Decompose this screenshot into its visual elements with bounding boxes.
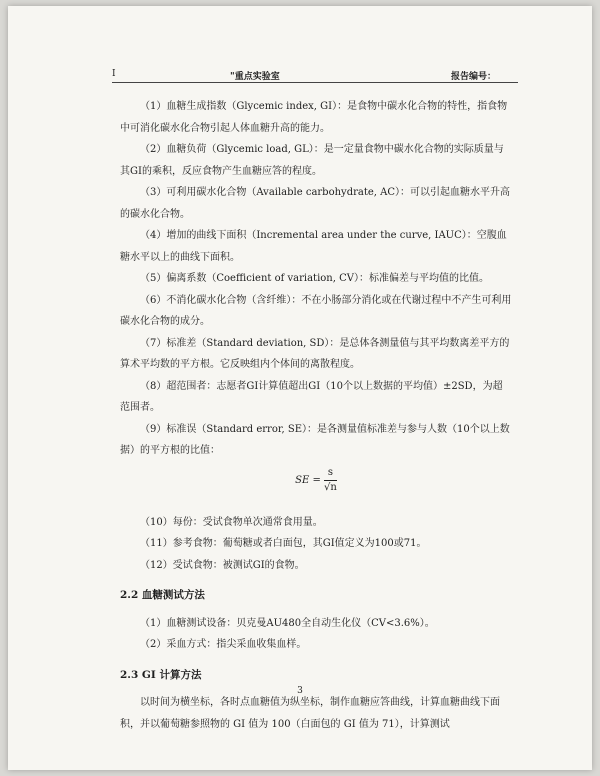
header-lab-name: "重点实验室 (230, 72, 280, 82)
section-2-3-text: 以时间为横坐标，各时点血糖值为纵坐标，制作血糖应答曲线，计算血糖曲线下面积，并以葡萄糖参照物的 GI 值为 100（白面包的 GI 值为 71），计算测试 (120, 697, 500, 730)
definition-4: （4）增加的曲线下面积（Incremental area under the curve, IAUC）：空腹血糖水平以上的曲线下面积。 (120, 230, 507, 263)
se-formula (120, 466, 512, 506)
section-2-2-item-2: （2）采血方式：指尖采血收集血样。 (140, 639, 307, 650)
formula-lhs: SE = (295, 474, 321, 486)
formula-fraction (324, 466, 337, 495)
page-number: 3 (297, 686, 303, 696)
definition-9: （9）标准误（Standard error, SE）：是各测量值标准差与参与人数（10个以上数据）的平方根的比值： (120, 423, 510, 456)
section-heading-2-2: 2.2 血糖测试方法 (120, 589, 205, 601)
header-left: I (112, 69, 116, 79)
section-2-2-item-1: （1）血糖测试设备：贝克曼AU480全自动生化仪（CV<3.6%）。 (140, 617, 435, 629)
formula-denominator: √n (324, 481, 337, 493)
definition-11: （11）参考食物：葡萄糖或者白面包，其GI值定义为100或71。 (140, 538, 427, 549)
header-report-number-label: 报告编号： (450, 72, 496, 82)
definition-12: （12）受试食物：被测试GI的食物。 (140, 559, 305, 571)
page-body (120, 96, 512, 735)
definition-6: （6）不消化碳水化合物（含纤维）：不在小肠部分消化或在代谢过程中不产生可利用碳水化合物的成分。 (120, 294, 512, 327)
definition-3: （3）可利用碳水化合物（Available carbohydrate, AC）：可以引起血糖水平升高的碳水化合物。 (120, 187, 511, 220)
definition-7: （7）标准差（Standard deviation, SD）：是总体各测量值与其平均数离差平方的算术平均数的平方根。它反映组内个体间的离散程度。 (120, 337, 510, 370)
section-heading-2-3: 2.3 GI 计算方法 (120, 668, 202, 681)
definition-5: （5）偏离系数（Coefficient of variation, CV）：标准偏差与平均值的比值。 (140, 273, 489, 284)
definition-10: （10）每份：受试食物单次通常食用量。 (140, 516, 323, 528)
definition-8: （8）超范围者：志愿者GI计算值超出GI（10个以上数据的平均值）±2SD，为超范围者。 (120, 380, 503, 413)
definition-1: （1）血糖生成指数（Glycemic index, GI）：是食物中碳水化合物的特性，指食物中可消化碳水化合物引起人体血糖升高的能力。 (120, 101, 508, 134)
document-page (8, 6, 592, 770)
definition-2: （2）血糖负荷（Glycemic load, GL）：是一定量食物中碳水化合物的实际质量与其GI的乘积，反应食物产生血糖应答的程度。 (120, 144, 504, 177)
page-header (112, 66, 518, 83)
formula-numerator: s (324, 466, 337, 481)
